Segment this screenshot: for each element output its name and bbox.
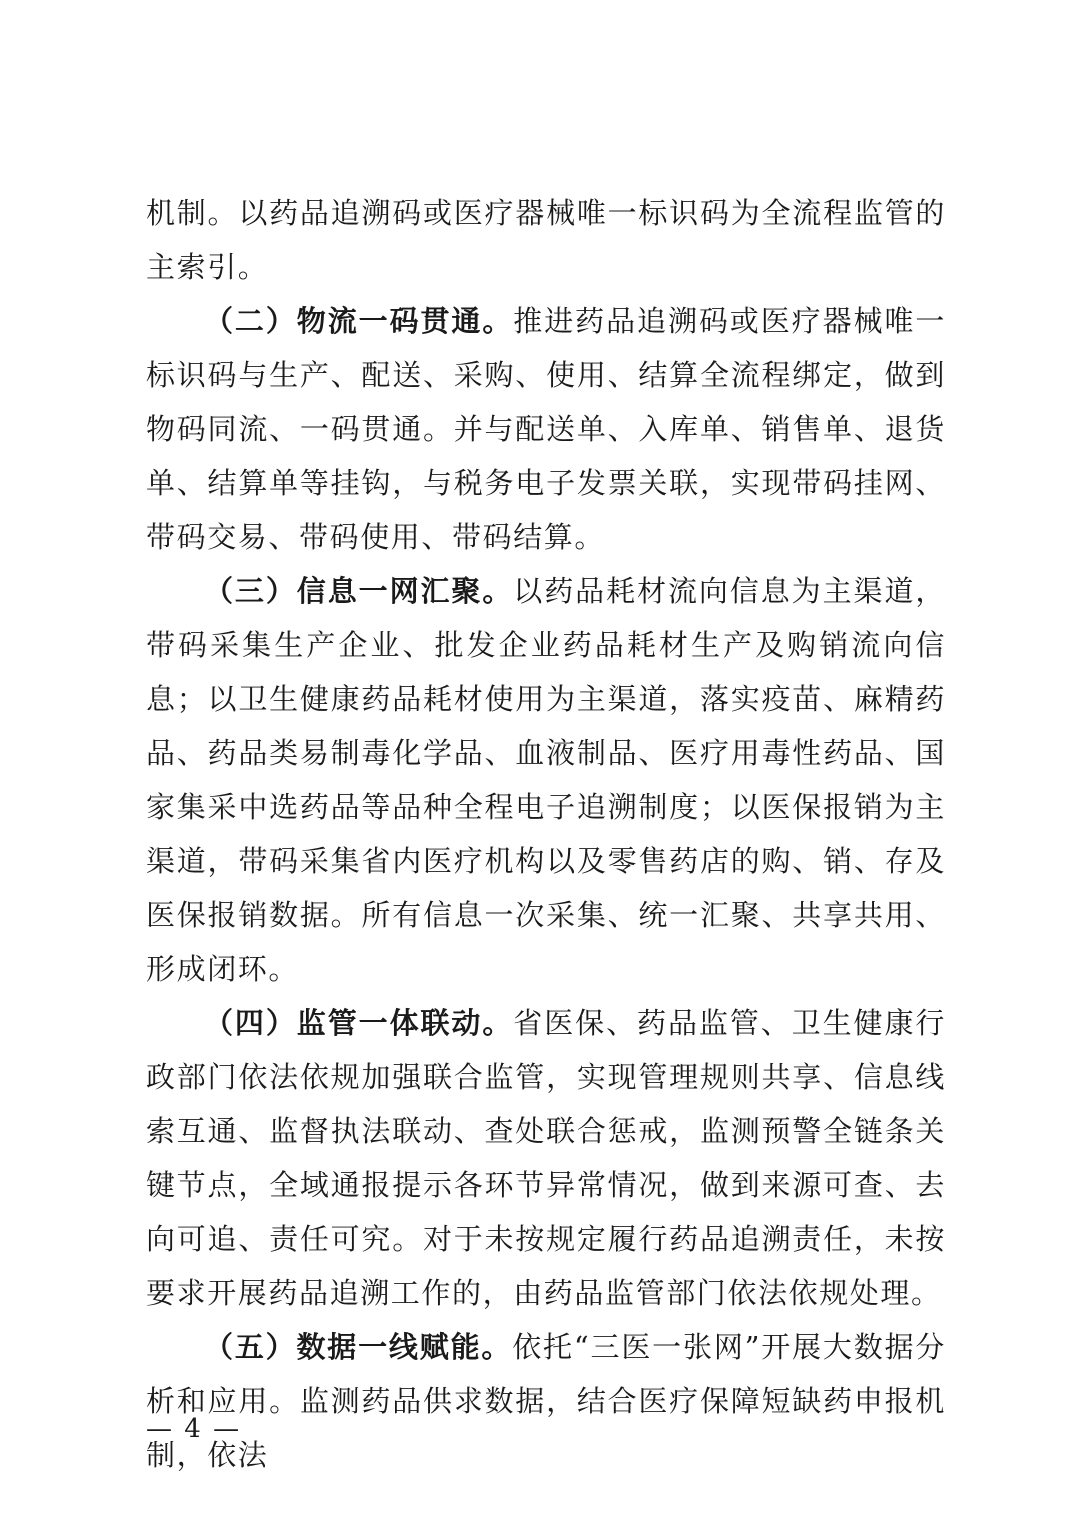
paragraph-section-4 bbox=[146, 996, 946, 1320]
body-text bbox=[146, 186, 946, 1482]
page-number: — 4 — bbox=[146, 1414, 242, 1444]
paragraph-section-3 bbox=[146, 564, 946, 996]
paragraph-section-2 bbox=[146, 294, 946, 564]
section-heading: （二）物流一码贯通。 bbox=[204, 304, 514, 338]
section-heading: （三）信息一网汇聚。 bbox=[204, 574, 514, 608]
paragraph-body: 机制。以药品追溯码或医疗器械唯一标识码为全流程监管的主索引。 bbox=[146, 196, 946, 284]
paragraph-body: 省医保、药品监管、卫生健康行政部门依法依规加强联合监管，实现管理规则共享、信息线索互通、监督执法联动、查处联合惩戒，监测预警全链条关键节点，全域通报提示各环节异常情况，做到来源可查、去向可追、责任可究。对于未按规定履行药品追溯责任，未按要求开展药品追溯工作的，由药品监管部门依法依规处理。 bbox=[146, 1006, 946, 1310]
paragraph-body: 依托“三医一张网”开展大数据分析和应用。监测药品供求数据，结合医疗保障短缺药申报机制，依法 bbox=[146, 1330, 946, 1472]
paragraph-continuation bbox=[146, 186, 946, 294]
paragraph-body: 推进药品追溯码或医疗器械唯一标识码与生产、配送、采购、使用、结算全流程绑定，做到物码同流、一码贯通。并与配送单、入库单、销售单、退货单、结算单等挂钩，与税务电子发票关联，实现带码挂网、带码交易、带码使用、带码结算。 bbox=[146, 304, 946, 554]
paragraph-section-5 bbox=[146, 1320, 946, 1482]
paragraph-body: 以药品耗材流向信息为主渠道，带码采集生产企业、批发企业药品耗材生产及购销流向信息；以卫生健康药品耗材使用为主渠道，落实疫苗、麻精药品、药品类易制毒化学品、血液制品、医疗用毒性药品、国家集采中选药品等品种全程电子追溯制度；以医保报销为主渠道，带码采集省内医疗机构以及零售药店的购、销、存及医保报销数据。所有信息一次采集、统一汇聚、共享共用、形成闭环。 bbox=[146, 574, 946, 986]
section-heading: （四）监管一体联动。 bbox=[204, 1006, 514, 1040]
section-heading: （五）数据一线赋能。 bbox=[204, 1330, 513, 1364]
